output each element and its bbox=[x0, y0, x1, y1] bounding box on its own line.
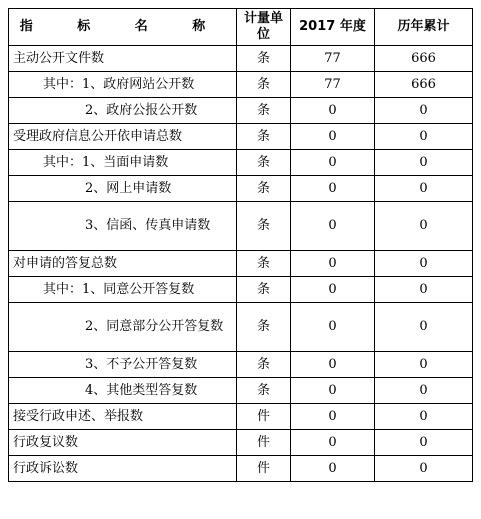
row-unit: 件 bbox=[237, 404, 291, 430]
table-header-row bbox=[9, 9, 473, 46]
table-row bbox=[9, 98, 473, 124]
row-total-value: 0 bbox=[375, 150, 473, 176]
table-row bbox=[9, 176, 473, 202]
row-year-value: 0 bbox=[291, 378, 375, 404]
row-total-value: 666 bbox=[375, 46, 473, 72]
row-year-value: 0 bbox=[291, 352, 375, 378]
row-unit: 条 bbox=[237, 251, 291, 277]
row-total-value: 666 bbox=[375, 72, 473, 98]
header-indicator-name: 指 标 名 称 bbox=[9, 9, 237, 46]
row-year-value: 0 bbox=[291, 202, 375, 251]
table-row bbox=[9, 430, 473, 456]
row-total-value: 0 bbox=[375, 124, 473, 150]
row-total-value: 0 bbox=[375, 303, 473, 352]
row-total-value: 0 bbox=[375, 176, 473, 202]
row-year-value: 0 bbox=[291, 404, 375, 430]
row-label: 对申请的答复总数 bbox=[9, 251, 237, 277]
row-total-value: 0 bbox=[375, 456, 473, 482]
row-year-value: 0 bbox=[291, 124, 375, 150]
statistics-table bbox=[8, 8, 473, 482]
row-unit: 条 bbox=[237, 98, 291, 124]
table-row bbox=[9, 72, 473, 98]
row-label: 2、政府公报公开数 bbox=[9, 98, 237, 124]
row-year-value: 0 bbox=[291, 150, 375, 176]
row-unit: 条 bbox=[237, 176, 291, 202]
row-year-value: 0 bbox=[291, 251, 375, 277]
row-total-value: 0 bbox=[375, 98, 473, 124]
row-year-value: 0 bbox=[291, 430, 375, 456]
row-label: 2、网上申请数 bbox=[9, 176, 237, 202]
header-total: 历年累计 bbox=[375, 9, 473, 46]
row-total-value: 0 bbox=[375, 430, 473, 456]
row-label: 主动公开文件数 bbox=[9, 46, 237, 72]
row-year-value: 0 bbox=[291, 303, 375, 352]
row-unit: 条 bbox=[237, 124, 291, 150]
row-label: 3、不予公开答复数 bbox=[9, 352, 237, 378]
row-year-value: 77 bbox=[291, 46, 375, 72]
row-unit: 件 bbox=[237, 456, 291, 482]
row-unit: 条 bbox=[237, 72, 291, 98]
row-label: 其中：1、同意公开答复数 bbox=[9, 277, 237, 303]
row-total-value: 0 bbox=[375, 378, 473, 404]
row-unit: 条 bbox=[237, 277, 291, 303]
row-unit: 件 bbox=[237, 430, 291, 456]
row-total-value: 0 bbox=[375, 251, 473, 277]
row-total-value: 0 bbox=[375, 352, 473, 378]
row-label: 受理政府信息公开依申请总数 bbox=[9, 124, 237, 150]
table-row bbox=[9, 202, 473, 251]
row-label: 其中：1、当面申请数 bbox=[9, 150, 237, 176]
table-row bbox=[9, 456, 473, 482]
table-row bbox=[9, 124, 473, 150]
table-row bbox=[9, 352, 473, 378]
row-unit: 条 bbox=[237, 202, 291, 251]
statistics-document bbox=[8, 8, 472, 482]
row-unit: 条 bbox=[237, 150, 291, 176]
row-label: 3、信函、传真申请数 bbox=[9, 202, 237, 251]
row-label: 4、其他类型答复数 bbox=[9, 378, 237, 404]
row-total-value: 0 bbox=[375, 202, 473, 251]
table-row bbox=[9, 404, 473, 430]
table-row bbox=[9, 251, 473, 277]
row-unit: 条 bbox=[237, 46, 291, 72]
header-unit: 计量单位 bbox=[237, 9, 291, 46]
row-total-value: 0 bbox=[375, 404, 473, 430]
row-year-value: 0 bbox=[291, 277, 375, 303]
table-row bbox=[9, 303, 473, 352]
row-year-value: 77 bbox=[291, 72, 375, 98]
row-unit: 条 bbox=[237, 378, 291, 404]
row-unit: 条 bbox=[237, 303, 291, 352]
row-label: 行政诉讼数 bbox=[9, 456, 237, 482]
row-year-value: 0 bbox=[291, 98, 375, 124]
row-year-value: 0 bbox=[291, 176, 375, 202]
row-label: 行政复议数 bbox=[9, 430, 237, 456]
row-year-value: 0 bbox=[291, 456, 375, 482]
table-row bbox=[9, 378, 473, 404]
header-year: 2017 年度 bbox=[291, 9, 375, 46]
table-row bbox=[9, 46, 473, 72]
row-total-value: 0 bbox=[375, 277, 473, 303]
row-label: 其中：1、政府网站公开数 bbox=[9, 72, 237, 98]
row-label: 2、同意部分公开答复数 bbox=[9, 303, 237, 352]
row-unit: 条 bbox=[237, 352, 291, 378]
row-label: 接受行政申述、举报数 bbox=[9, 404, 237, 430]
table-row bbox=[9, 277, 473, 303]
table-row bbox=[9, 150, 473, 176]
